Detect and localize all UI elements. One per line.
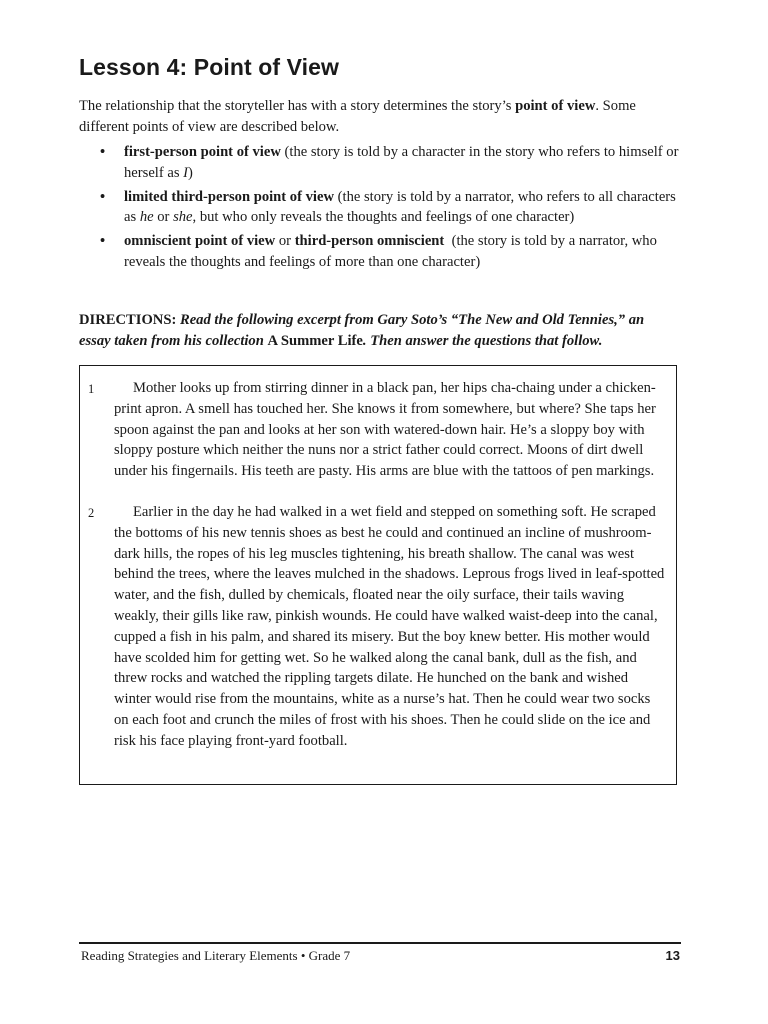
connector-text: or xyxy=(275,233,295,250)
connector-text: or xyxy=(153,209,174,226)
pronoun-example: he xyxy=(139,209,154,226)
term: first-person point of view xyxy=(124,144,281,160)
intro-text: The relationship that the storyteller has with a story determines the story’s xyxy=(79,98,516,114)
paragraph-text: Earlier in the day he had walked in a wet field and stepped on something soft. He scraped the bottoms of his new tennis shoes as best he could and continued an incline of mushroom-dark hills, the ropes of his leg muscles tightening, his breath shallow. The canal was west behind the trees, where the leaves mulched in the shadows. Leprous frogs lived in leaf-spotted water, and the fish, dulled by chemicals, floated near the oily surface, their tails waving weakly, their gills like raw, pinkish wounds. He could have walked waist-deep into the canal, cupped a fish in his palm, and shared its misery. But the boy knew better. His mother would have scolded him for getting wet. So he walked along the canal bank, dull as the fish, and threw rocks and watched the rippling targets dilate. He hunched on the bank and wished winter would rise from the mountains, white as a nurse’s hat. Then he could wear two socks on each foot and crunch the miles of frost with his shoes. Then he could slide on the ice and risk his face playing front-yard football. xyxy=(114,504,665,749)
intro-paragraph xyxy=(79,96,679,138)
list-item-first-person xyxy=(79,142,679,184)
term-description: (the story is told by a narrator, who reveals the thoughts and feelings of more than one character) xyxy=(124,233,661,270)
term-alt: third-person omniscient xyxy=(294,233,445,250)
directions-text: Read the following excerpt from Gary Soto’s “The New and Old Tennies,” an essay taken from his collection xyxy=(79,312,645,349)
excerpt-paragraph xyxy=(88,378,666,482)
term: limited third-person point of view xyxy=(124,188,334,205)
bullet-icon: • xyxy=(100,233,106,250)
paragraph-text: Mother looks up from stirring dinner in a black pan, her hips cha-chaing under a chicken-print apron. A smell has touched her. She knows it from somewhere, but where? She taps her spoon against the pan and looks at her son with watered-down hair. He’s a sloppy boy with sloppy posture which neither the nuns nor a strict father could correct. Moons of dirt dwell under his fingernails. His teeth are pasty. His arms are blue with the tattoos of pen markings. xyxy=(114,380,656,480)
directions-label: DIRECTIONS: xyxy=(79,312,177,328)
term-description-end: , but who only reveals the thoughts and feelings of one character) xyxy=(192,209,575,226)
excerpt-box xyxy=(79,365,677,785)
point-of-view-list xyxy=(79,142,679,276)
pronoun-example: she xyxy=(173,209,193,226)
term: omniscient point of view xyxy=(124,233,276,250)
list-item-limited-third-person xyxy=(79,187,679,229)
excerpt-paragraph xyxy=(88,502,666,752)
term-description: (the story is told by a narrator, who refers to all characters as xyxy=(124,188,676,226)
book-title: A Summer Life xyxy=(267,332,363,349)
intro-key-term: point of view xyxy=(515,98,596,114)
paragraph-number: 1 xyxy=(88,382,95,396)
list-item-omniscient xyxy=(79,231,679,273)
page-number: 13 xyxy=(665,948,680,963)
directions-text-end: . Then answer the questions that follow. xyxy=(362,332,603,349)
footer-series-title: Reading Strategies and Literary Elements • Grade 7 xyxy=(81,948,351,963)
paragraph-number: 2 xyxy=(88,506,95,520)
bullet-icon: • xyxy=(100,188,106,205)
term-description-end: ) xyxy=(188,164,193,181)
intro-text-end: . Some different points of view are described below. xyxy=(79,98,636,135)
directions xyxy=(79,310,679,352)
footer-divider xyxy=(79,942,681,944)
pronoun-example: I xyxy=(183,164,189,181)
term-description: (the story is told by a character in the story who refers to himself or herself as xyxy=(124,144,679,181)
bullet-icon: • xyxy=(100,144,106,160)
lesson-title: Lesson 4: Point of View xyxy=(79,54,340,80)
